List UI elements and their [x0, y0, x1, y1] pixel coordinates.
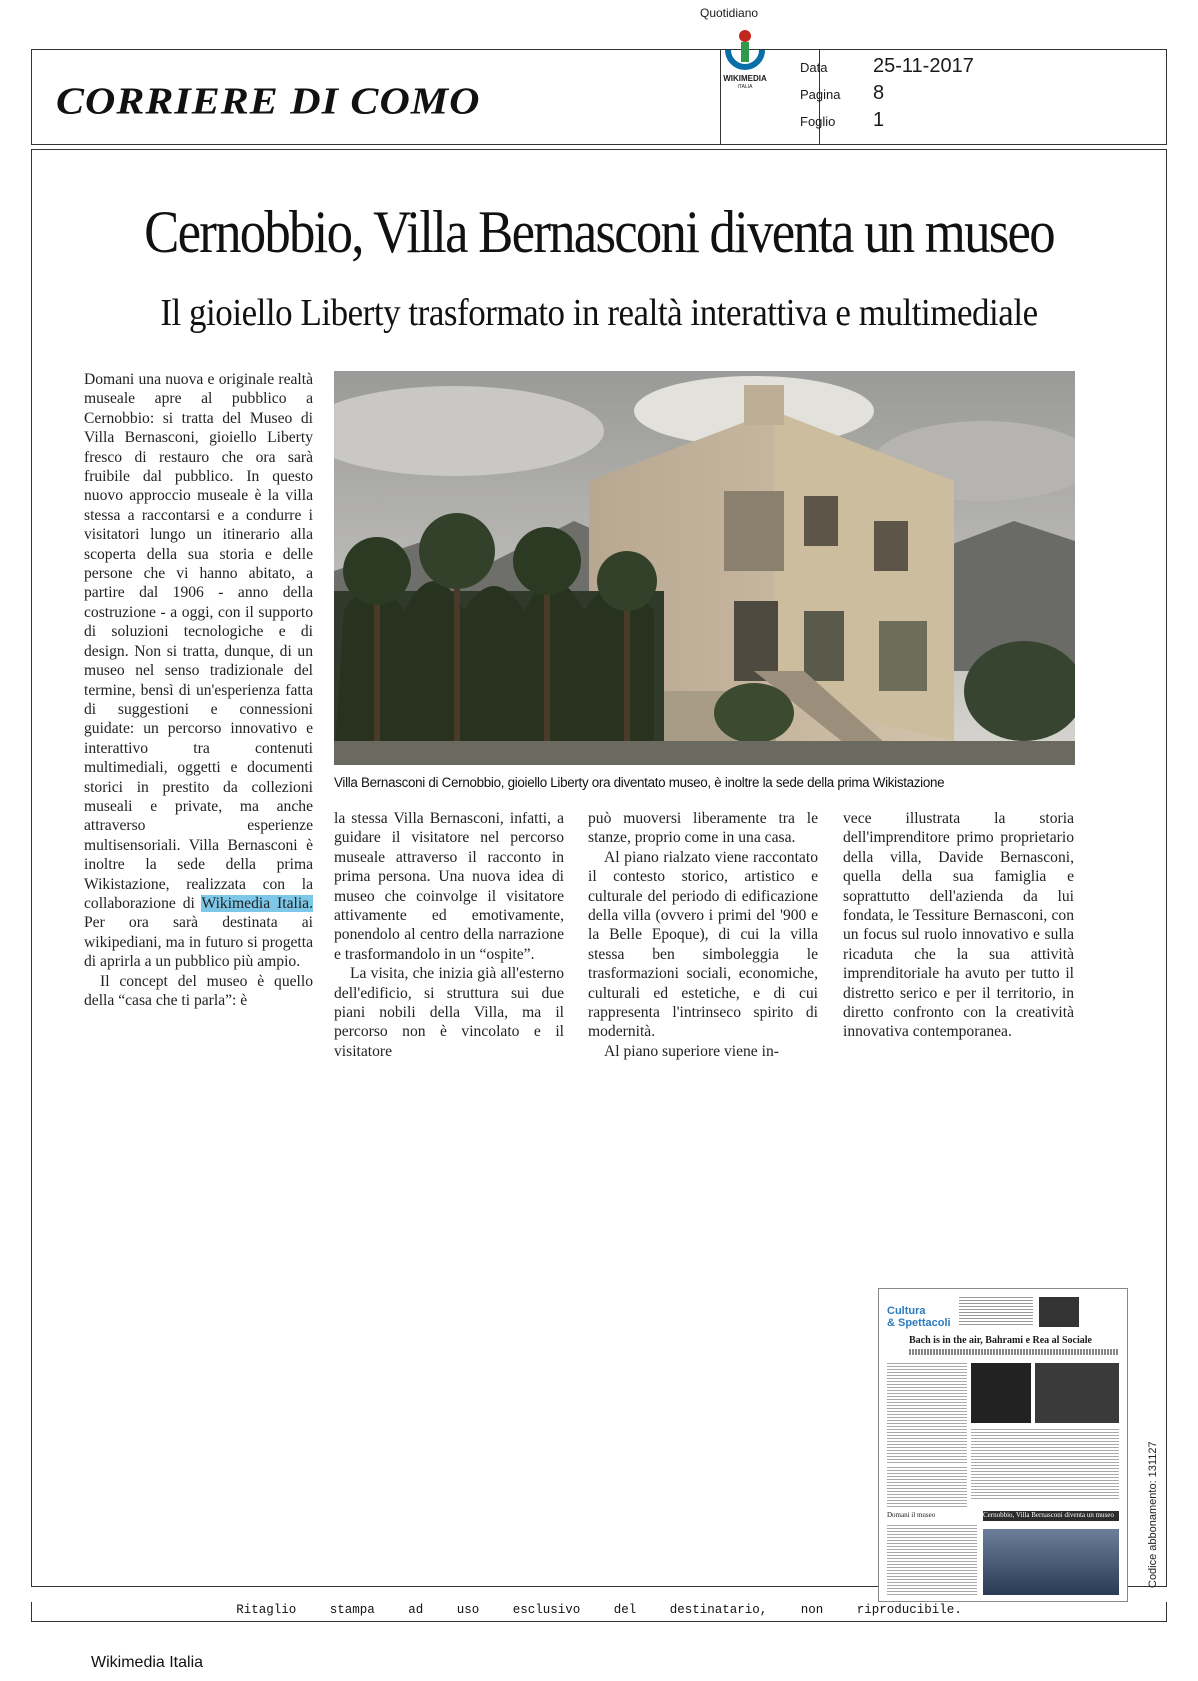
- foglio-value: 1: [873, 109, 885, 131]
- wikimedia-highlight: Wikimedia Italia.: [201, 894, 313, 912]
- column-3: [588, 809, 818, 1061]
- logo-text: WIKIMEDIA: [723, 74, 767, 83]
- col3-paragraph: può muoversi liberamente tra le stanze, proprio come in una casa.: [588, 810, 818, 847]
- villa-photo-image: [334, 371, 1075, 765]
- col2-paragraph: La visita, che inizia già all'esterno dell'edificio, si struttura sui due piani nobili della Villa, ma il percorso non è vincolato e il visitatore: [334, 965, 564, 1060]
- subscription-code: Codice abbonamento: 131127: [1147, 1441, 1159, 1588]
- data-label: Data: [800, 60, 828, 75]
- foglio-label: Foglio: [800, 114, 836, 129]
- thumb-story2: Cernobbio, Villa Bernasconi diventa un museo: [983, 1511, 1119, 1521]
- pagina-value: 8: [873, 82, 885, 104]
- col4-paragraph: vece illustrata la storia dell'imprenditore primo proprietario della villa, Davide Bernasconi, quella della sua famiglia e soprattutto dell'azienda da lui fondata, le Tessiture Bernasconi, con un focus sul ruolo innovativo e sulla ricaduta che la sua attività imprenditoriale ha avuto per tutto il distretto serico e per il territorio, in diretto confronto con la creatività innovativa contemporanea.: [843, 810, 1074, 1041]
- data-value: 25-11-2017: [873, 55, 974, 77]
- thumb-section-2: & Spettacoli: [887, 1317, 951, 1329]
- col2-paragraph: la stessa Villa Bernasconi, infatti, a guidare il visitatore nel percorso museale attraverso il racconto in prima persona. Una nuova idea di museo che coinvolge il visitatore attivamente ed emotivamente, ponendolo al centro della narrazione e trasformandolo in un “ospite”.: [334, 810, 564, 963]
- masthead: CORRIERE DI COMO: [56, 80, 481, 123]
- headline: Cernobbio, Villa Bernasconi diventa un museo: [144, 199, 1054, 265]
- thumb-headline: Bach is in the air, Bahrami e Rea al Sociale: [909, 1335, 1092, 1346]
- owner-label: Wikimedia Italia: [91, 1654, 204, 1671]
- quotidiano-label: Quotidiano: [700, 6, 759, 20]
- thumb-section: Cultura: [887, 1305, 926, 1317]
- page-header: [31, 49, 1167, 145]
- thumb-story3: Domani il museo: [887, 1511, 936, 1519]
- wikimedia-logo-icon: [722, 28, 768, 74]
- column-2: [334, 809, 564, 1061]
- col1-paragraph: Il concept del museo è quello della “casa che ti parla”: è: [84, 972, 313, 1009]
- header-divider: [720, 50, 721, 144]
- subheadline: Il gioiello Liberty trasformato in realtà interattiva e multimediale: [160, 292, 1038, 334]
- col1-text: Domani una nuova e originale realtà museale apre al pubblico a Cernobbio: si tratta del Museo di Villa Bernasconi, gioiello Liberty fresco di restauro che ora sarà fruibile dal pubblico. In questo nuovo approccio museale è la villa stessa a raccontarsi e a condurre i visitatori lungo un itinerario alla scoperta della sua storia e delle persone che vi hanno abitato, a partire dal 1906 - anno della costruzione - a oggi, con il supporto di soluzioni tecnologiche e di design. Non si tratta, dunque, di un museo nel senso tradizionale del termine, bensì di un'esperienza fatta di suggestioni e connessioni guidate: un percorso innovativo e interattivo tra contenuti multimediali, oggetti e documenti storici in prestito da collezioni museali e private, ma anche attraverso esperienze multisensoriali. Villa Bernasconi è inoltre la sede della prima Wikistazione, realizzata con la collaborazione di: [84, 371, 313, 912]
- page-thumbnail: [878, 1288, 1128, 1602]
- article-photo: [334, 371, 1075, 765]
- photo-caption: Villa Bernasconi di Cernobbio, gioiello Liberty ora diventato museo, è inoltre la sede della prima Wikistazione: [334, 775, 945, 790]
- column-4: [843, 809, 1074, 1042]
- col3-paragraph: Al piano superiore viene in-: [604, 1042, 779, 1060]
- col3-paragraph: Al piano rialzato viene raccontato il contesto storico, artistico e culturale del periodo di edificazione della villa (ovvero i primi del '900 e la Belle Epoque), di cui la villa stessa ben simboleggia le trasformazioni sociali, economiche, culturali ed estetiche, e di cui rappresenta l'intrinseco spirito di modernità.: [588, 848, 818, 1041]
- column-1: [84, 370, 313, 1010]
- col1-text-cont: Per ora sarà destinata ai wikipediani, ma in futuro si progetta di aprirla a un pubblico più ampio.: [84, 914, 313, 971]
- pagina-label: Pagina: [800, 87, 841, 102]
- logo-subtext: ITALIA: [737, 84, 753, 90]
- footer-notice: Ritaglio stampa ad uso esclusivo del destinatario, non riproducibile.: [236, 1603, 962, 1617]
